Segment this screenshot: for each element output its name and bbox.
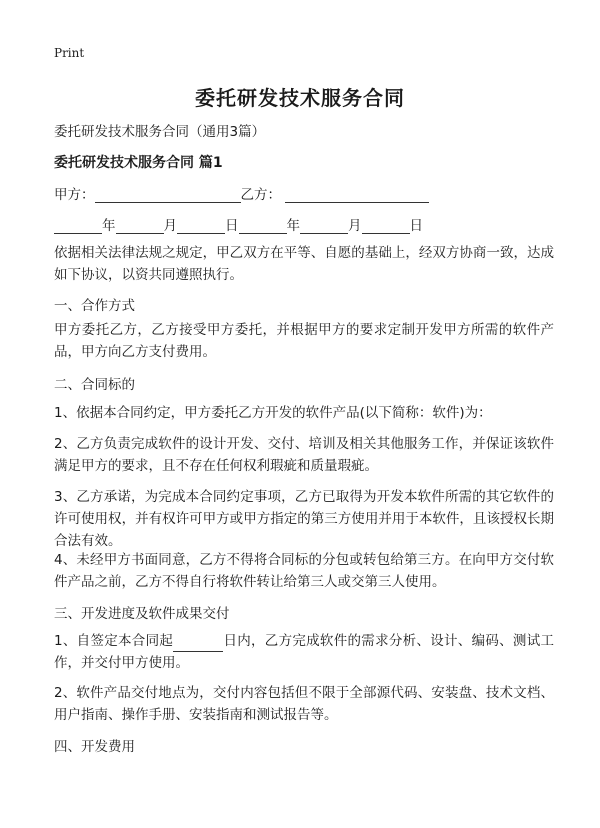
paragraph-2-3: 3、乙方承诺，为完成本合同约定事项，乙方已取得为开发本软件所需的其它软件的许可使用权，并有权许可甲方或甲方指定的第三方使用并用于本软件，且该授权长期合法有效。 [54,489,554,549]
paragraph-1: 甲方委托乙方，乙方接受甲方委托，并根据甲方的要求定制开发甲方所需的软件产品，甲方向乙方支付费用。 [54,322,554,360]
document-subtitle: 委托研发技术服务合同（通用3篇） [54,124,266,140]
party-b-label: 乙方： [240,187,281,203]
heading-4: 四、开发费用 [54,739,135,755]
print-label: Print [54,46,85,60]
section-title: 委托研发技术服务合同 篇1 [54,155,223,171]
days-blank [173,637,223,652]
paragraph-2-1: 1、依据本合同约定，甲方委托乙方开发的软件产品(以下简称：软件)为： [54,405,492,421]
party-line [54,183,429,203]
paragraph-2-2: 2、乙方负责完成软件的设计开发、交付、培训及相关其他服务工作，并保证该软件满足甲方的要求，且不存在任何权利瑕疵和质量瑕疵。 [54,436,554,474]
paragraph-3-2: 2、软件产品交付地点为，交付内容包括但不限于全部源代码、安装盘、技术文档、用户指南、操作手册、安装指南和测试报告等。 [54,685,554,723]
year-unit: 年 [286,218,300,234]
day-unit: 日 [225,218,239,234]
month-unit: 月 [348,218,362,234]
intro-paragraph: 依据相关法律法规之规定，甲乙双方在平等、自愿的基础上，经双方协商一致，达成如下协议，以资共同遵照执行。 [54,245,554,283]
month-unit: 月 [163,218,177,234]
party-b-blank [285,187,429,203]
document-title: 委托研发技术服务合同 [195,86,405,110]
party-a-blank [95,187,241,203]
day-unit: 日 [409,218,423,234]
party-a-label: 甲方： [54,187,95,203]
paragraph-3-1: 1、自签定本合同起 日内，乙方完成软件的需求分析、设计、编码、测试工作，并交付甲方使用。 [54,633,554,671]
heading-2: 二、合同标的 [54,377,135,393]
heading-3: 三、开发进度及软件成果交付 [54,606,230,622]
year-unit: 年 [102,218,116,234]
paragraph-2-4: 4、未经甲方书面同意，乙方不得将合同标的分包或转包给第三方。在向甲方交付软件产品之前，乙方不得自行将软件转让给第三人或交第三人使用。 [54,552,554,590]
date-line [54,214,423,234]
heading-1: 一、合作方式 [54,298,135,314]
